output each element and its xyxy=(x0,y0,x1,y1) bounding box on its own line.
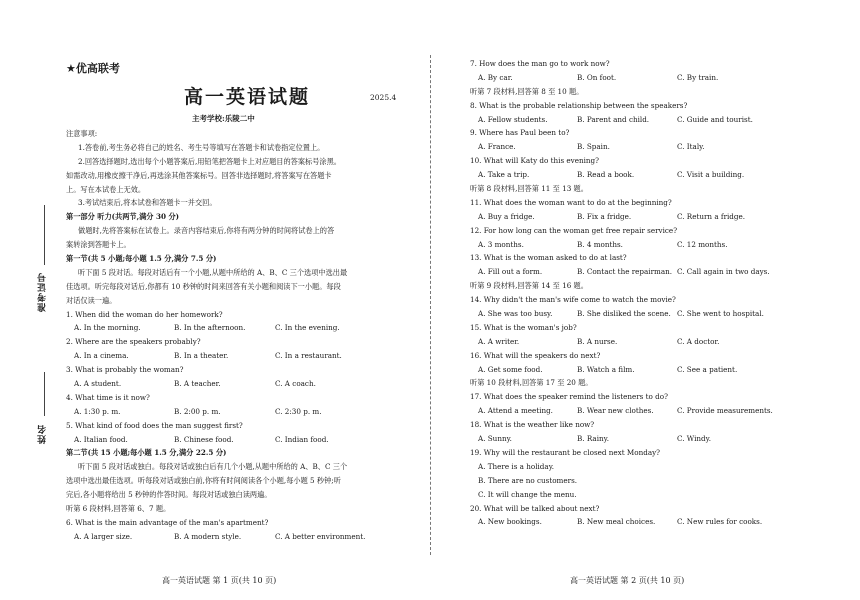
option-a: A. Fill out a form. xyxy=(478,267,543,277)
option-c: C. Windy. xyxy=(677,434,711,444)
question-2: 2. Where are the speakers probably? xyxy=(66,337,201,347)
option-c: C. In a restaurant. xyxy=(275,351,342,361)
question-12: 12. For how long can the woman get free repair service? xyxy=(470,225,678,235)
option-c: C. 2:30 p. m. xyxy=(275,406,322,416)
option-c: C. See a patient. xyxy=(677,364,738,374)
material-9: 听第 9 段材料,回答第 14 至 16 题。 xyxy=(470,281,588,291)
options-9 xyxy=(470,140,810,154)
option-c: C. 12 months. xyxy=(677,239,728,249)
options-18 xyxy=(470,432,810,446)
option-c: C. She went to hospital. xyxy=(677,309,764,319)
options-10 xyxy=(470,168,810,182)
option-a: A. There is a holiday. xyxy=(478,461,555,471)
options-17 xyxy=(470,404,810,418)
page-2-content xyxy=(470,57,810,529)
part1-title: 第一部分 听力(共两节,满分 30 分) xyxy=(66,212,180,222)
option-a: A. In a cinema. xyxy=(74,351,129,361)
option-b: B. A nurse. xyxy=(577,336,618,346)
option-a: A. France. xyxy=(478,142,516,152)
option-c: C. Italy. xyxy=(677,142,705,152)
question-6: 6. What is the main advantage of the man's apartment? xyxy=(66,517,269,527)
option-b: B. A modern style. xyxy=(174,531,242,541)
question-19: 19. Why will the restaurant be closed next Monday? xyxy=(470,447,661,457)
page-2-footer: 高一英语试题 第 2 页(共 10 页) xyxy=(570,576,685,585)
options-8 xyxy=(470,113,810,127)
question-15: 15. What is the woman's job? xyxy=(470,322,577,332)
exam-number-label: 准考证号 xyxy=(38,272,48,312)
section2-title: 第二节(共 15 小题;每小题 1.5 分,满分 22.5 分) xyxy=(66,448,227,458)
option-a: A. By car. xyxy=(478,72,513,82)
option-c: C. A doctor. xyxy=(677,336,720,346)
option-b: B. Spain. xyxy=(577,142,610,152)
instruction-line: 选项中选出最佳选项。听每段对话或独白前,你将有时间阅读各个小题,每小题 5 秒钟;听 xyxy=(66,476,341,486)
question-20: 20. What will be talked about next? xyxy=(470,503,600,513)
option-a: A. New bookings. xyxy=(478,517,542,527)
option-a: A. Sunny. xyxy=(478,434,512,444)
option-a: A. Get some food. xyxy=(478,364,543,374)
question-10: 10. What will Katy do this evening? xyxy=(470,156,599,166)
option-c: C. A better environment. xyxy=(275,531,366,541)
option-b: B. Rainy. xyxy=(577,434,610,444)
options-16 xyxy=(470,363,810,377)
exam-page-1 xyxy=(66,0,400,600)
exam-date: 2025.4 xyxy=(370,93,397,102)
options-5 xyxy=(66,433,400,447)
option-a: A. Fellow students. xyxy=(478,114,548,124)
option-a: A. In the morning. xyxy=(74,323,141,333)
option-a: A. Attend a meeting. xyxy=(478,406,553,416)
option-a: A. 3 months. xyxy=(478,239,524,249)
instruction-line: 听下面 5 段对话。每段对话后有一个小题,从题中所给的 A、B、C 三个选项中选出最 xyxy=(78,267,348,277)
question-1: 1. When did the woman do her homework? xyxy=(66,309,223,319)
options-4 xyxy=(66,405,400,419)
option-a: A. Buy a fridge. xyxy=(478,211,535,221)
options-3 xyxy=(66,377,400,391)
question-9: 9. Where has Paul been to? xyxy=(470,128,570,138)
question-3: 3. What is probably the woman? xyxy=(66,365,184,375)
options-14 xyxy=(470,307,810,321)
option-c: C. Indian food. xyxy=(275,434,329,444)
exam-title: 高一英语试题 xyxy=(184,86,311,108)
option-b: B. New meal choices. xyxy=(577,517,656,527)
option-c: C. Call again in two days. xyxy=(677,267,770,277)
question-7: 7. How does the man go to work now? xyxy=(470,59,610,68)
option-a: A. Italian food. xyxy=(74,434,128,444)
option-a: A. 1:30 p. m. xyxy=(74,406,121,416)
options-13 xyxy=(470,265,810,279)
option-b: B. In a theater. xyxy=(174,351,229,361)
option-b: B. She disliked the scene. xyxy=(577,309,671,319)
option-a: A. A writer. xyxy=(478,336,520,346)
option-c: C. By train. xyxy=(677,72,719,82)
option-b: B. On foot. xyxy=(577,72,617,82)
question-18: 18. What is the weather like now? xyxy=(470,420,595,430)
option-b: B. Read a book. xyxy=(577,170,635,180)
name-label: 姓名 xyxy=(38,424,48,444)
option-a: A. A larger size. xyxy=(74,531,133,541)
options-12 xyxy=(470,238,810,252)
option-c: C. New rules for cooks. xyxy=(677,517,763,527)
options-7 xyxy=(470,71,810,85)
option-b: B. There are no customers. xyxy=(478,475,578,485)
material-8: 听第 8 段材料,回答第 11 至 13 题。 xyxy=(470,184,588,194)
notes-title: 注意事项: xyxy=(66,129,98,138)
note-line: 3.考试结束后,将本试卷和答题卡一并交回。 xyxy=(78,198,217,208)
option-a: A. She was too busy. xyxy=(478,309,553,319)
exam-page-2 xyxy=(470,0,810,600)
option-b: B. 4 months. xyxy=(577,239,623,249)
instruction-line: 做题时,先将答案标在试卷上。录音内容结束后,你将有两分钟的时间将试卷上的答 xyxy=(78,226,335,236)
brand-label: ★优高联考 xyxy=(66,62,120,75)
host-school: 主考学校:乐陵二中 xyxy=(192,114,255,123)
options-11 xyxy=(470,210,810,224)
option-c: C. It will change the menu. xyxy=(478,489,577,499)
page-1-content xyxy=(66,127,400,544)
option-b: B. Fix a fridge. xyxy=(577,211,632,221)
exam-number-line xyxy=(44,205,45,265)
question-17: 17. What does the speaker remind the listeners to do? xyxy=(470,392,668,402)
instruction-line: 案转涂到答题卡上。 xyxy=(66,240,131,250)
options-20 xyxy=(470,515,810,529)
note-line: 2.回答选择题时,选出每个小题答案后,用铅笔把答题卡上对应题目的答案标号涂黑。 xyxy=(78,156,341,166)
option-b: B. Parent and child. xyxy=(577,114,650,124)
question-16: 16. What will the speakers do next? xyxy=(470,350,601,360)
option-b: B. Wear new clothes. xyxy=(577,406,654,416)
material-10: 听第 10 段材料,回答第 17 至 20 题。 xyxy=(470,378,593,388)
question-14: 14. Why didn't the man's wife come to watch the movie? xyxy=(470,295,676,305)
option-b: B. Chinese food. xyxy=(174,434,234,444)
question-5: 5. What kind of food does the man suggest first? xyxy=(66,420,243,430)
question-4: 4. What time is it now? xyxy=(66,392,150,402)
option-b: B. A teacher. xyxy=(174,379,221,389)
option-c: C. In the evening. xyxy=(275,323,340,333)
option-b: B. 2:00 p. m. xyxy=(174,406,221,416)
option-c: C. Provide measurements. xyxy=(677,406,773,416)
note-line: 如需改动,用橡皮擦干净后,再选涂其他答案标号。回答非选择题时,将答案写在答题卡 xyxy=(66,170,332,180)
material-7: 听第 7 段材料,回答第 8 至 10 题。 xyxy=(470,86,584,96)
question-11: 11. What does the woman want to do at the beginning? xyxy=(470,197,672,207)
instruction-line: 听下面 5 段对话或独白。每段对话或独白后有几个小题,从题中所给的 A、B、C 三个 xyxy=(78,462,348,472)
name-line xyxy=(44,372,45,416)
note-line: 上。写在本试卷上无效。 xyxy=(66,184,146,194)
options-1 xyxy=(66,321,400,335)
options-15 xyxy=(470,335,810,349)
instruction-line: 对话仅读一遍。 xyxy=(66,295,117,305)
section1-title: 第一节(共 5 小题;每小题 1.5 分,满分 7.5 分) xyxy=(66,254,217,264)
page-1-footer: 高一英语试题 第 1 页(共 10 页) xyxy=(162,576,277,585)
option-b: B. Watch a film. xyxy=(577,364,635,374)
option-c: C. Guide and tourist. xyxy=(677,114,753,124)
options-2 xyxy=(66,349,400,363)
option-b: B. In the afternoon. xyxy=(174,323,246,333)
instruction-line: 完后,各小题将给出 5 秒钟的作答时间。每段对话或独白读两遍。 xyxy=(66,490,272,500)
note-line: 1.答卷前,考生务必将自己的姓名、考生号等填写在答题卡和试卷指定位置上。 xyxy=(78,142,325,152)
option-a: A. Take a trip. xyxy=(478,170,530,180)
options-6 xyxy=(66,530,400,544)
option-c: C. Visit a building. xyxy=(677,170,745,180)
option-c: C. A coach. xyxy=(275,379,316,389)
binding-margin xyxy=(0,0,58,600)
instruction-line: 佳选项。听完每段对话后,你都有 10 秒钟的时间来回答有关小题和阅读下一小题。每段 xyxy=(66,281,341,291)
question-8: 8. What is the probable relationship between the speakers? xyxy=(470,100,688,110)
option-a: A. A student. xyxy=(74,379,122,389)
question-13: 13. What is the woman asked to do at last? xyxy=(470,253,627,263)
option-c: C. Return a fridge. xyxy=(677,211,746,221)
option-b: B. Contact the repairman. xyxy=(577,267,673,277)
page-divider xyxy=(430,55,431,555)
material-6: 听第 6 段材料,回答第 6、7 题。 xyxy=(66,504,171,514)
